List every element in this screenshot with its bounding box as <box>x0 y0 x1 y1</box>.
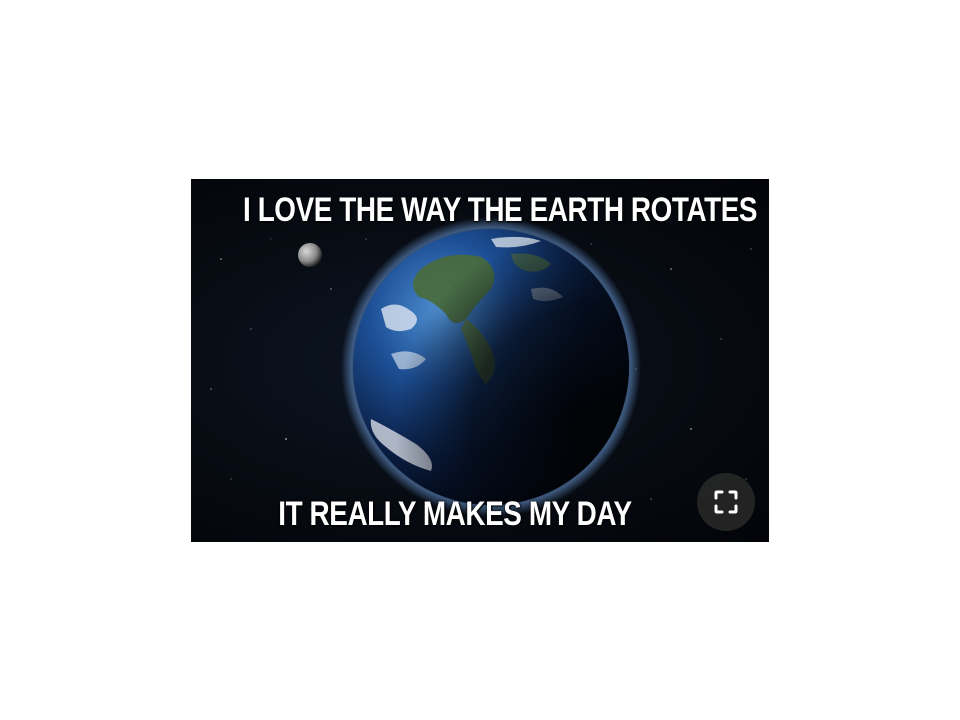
earth <box>353 229 629 505</box>
top-caption: I LOVE THE WAY THE EARTH ROTATES <box>243 191 758 229</box>
expand-icon <box>713 489 739 515</box>
earth-space-illustration <box>191 179 769 542</box>
moon <box>298 243 322 267</box>
bottom-caption: IT REALLY MAKES MY DAY <box>278 495 632 533</box>
expand-button[interactable] <box>697 473 755 531</box>
meme-image[interactable] <box>191 179 769 542</box>
